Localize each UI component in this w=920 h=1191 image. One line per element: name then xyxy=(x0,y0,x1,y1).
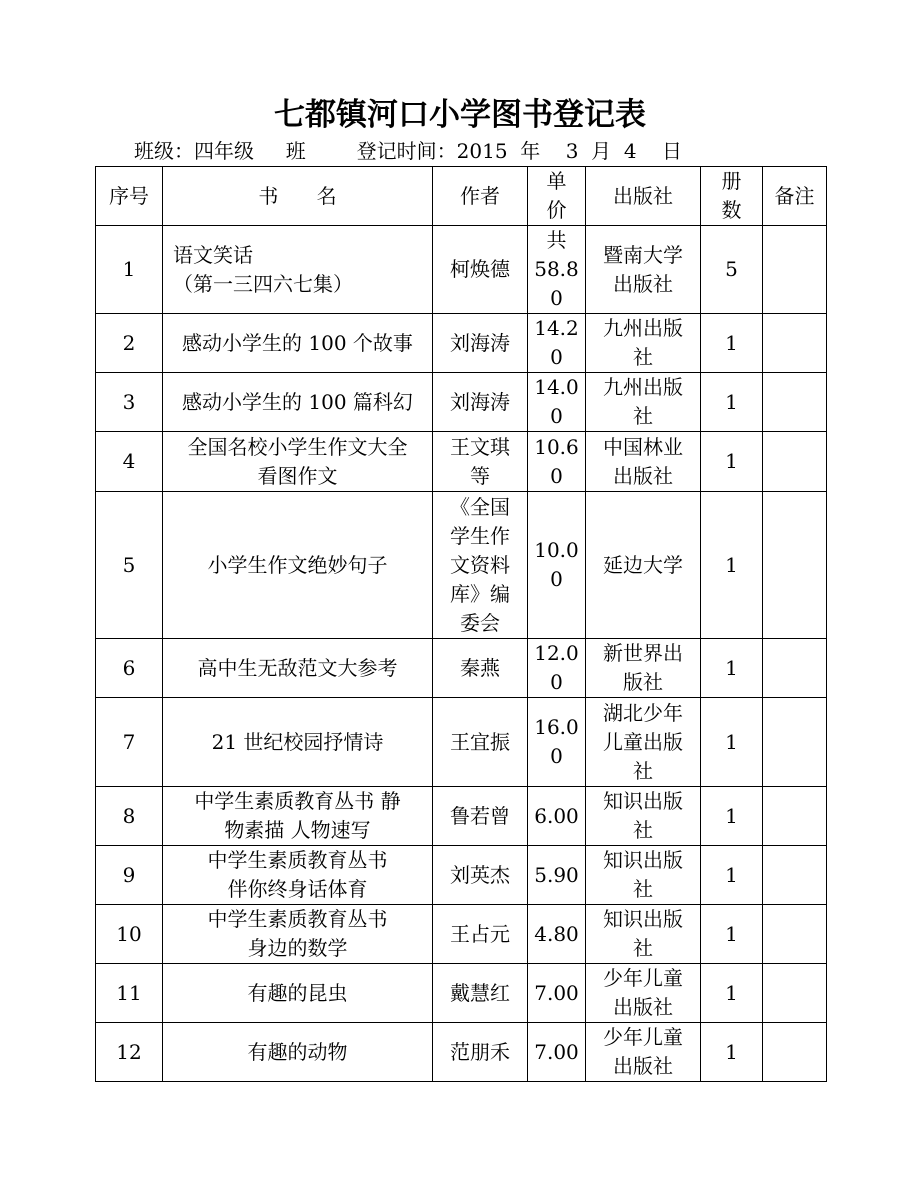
row-title: 中学生素质教育丛书 静 物素描 人物速写 xyxy=(163,787,433,846)
row-seq: 5 xyxy=(96,492,163,639)
row-note xyxy=(763,314,827,373)
row-price: 5.90 xyxy=(528,846,586,905)
row-price: 14.0 0 xyxy=(528,373,586,432)
row-publisher: 少年儿童 出版社 xyxy=(586,964,701,1023)
row-count: 1 xyxy=(701,639,763,698)
row-publisher: 新世界出 版社 xyxy=(586,639,701,698)
row-publisher: 知识出版 社 xyxy=(586,846,701,905)
row-title: 高中生无敌范文大参考 xyxy=(163,639,433,698)
row-seq: 7 xyxy=(96,698,163,787)
table-row xyxy=(96,787,827,846)
row-publisher: 中国林业 出版社 xyxy=(586,432,701,492)
table-row xyxy=(96,964,827,1023)
row-seq: 11 xyxy=(96,964,163,1023)
row-note xyxy=(763,639,827,698)
row-publisher: 延边大学 xyxy=(586,492,701,639)
row-publisher: 少年儿童 出版社 xyxy=(586,1023,701,1082)
table-row xyxy=(96,639,827,698)
row-note xyxy=(763,492,827,639)
row-price: 16.0 0 xyxy=(528,698,586,787)
row-title: 全国名校小学生作文大全 看图作文 xyxy=(163,432,433,492)
row-title: 感动小学生的 100 篇科幻 xyxy=(163,373,433,432)
row-author: 柯焕德 xyxy=(433,226,528,314)
row-seq: 1 xyxy=(96,226,163,314)
row-count: 1 xyxy=(701,964,763,1023)
row-note xyxy=(763,432,827,492)
header-title: 书 名 xyxy=(163,167,433,226)
header-count: 册 数 xyxy=(701,167,763,226)
table-row xyxy=(96,846,827,905)
row-count: 1 xyxy=(701,905,763,964)
row-price: 12.0 0 xyxy=(528,639,586,698)
row-author: 范朋禾 xyxy=(433,1023,528,1082)
table-row xyxy=(96,492,827,639)
row-note xyxy=(763,905,827,964)
row-seq: 3 xyxy=(96,373,163,432)
row-publisher: 暨南大学 出版社 xyxy=(586,226,701,314)
header-price: 单 价 xyxy=(528,167,586,226)
row-note xyxy=(763,846,827,905)
row-author: 鲁若曾 xyxy=(433,787,528,846)
row-publisher: 知识出版 社 xyxy=(586,905,701,964)
row-price: 10.0 0 xyxy=(528,492,586,639)
row-note xyxy=(763,787,827,846)
row-count: 1 xyxy=(701,698,763,787)
row-title: 感动小学生的 100 个故事 xyxy=(163,314,433,373)
row-count: 1 xyxy=(701,787,763,846)
row-author: 刘海涛 xyxy=(433,314,528,373)
row-seq: 4 xyxy=(96,432,163,492)
row-author: 王占元 xyxy=(433,905,528,964)
header-note: 备注 xyxy=(763,167,827,226)
row-seq: 6 xyxy=(96,639,163,698)
document-title: 七都镇河口小学图书登记表 xyxy=(274,97,646,133)
row-price: 共 58.8 0 xyxy=(528,226,586,314)
book-register-table xyxy=(95,166,827,1082)
row-count: 1 xyxy=(701,492,763,639)
row-note xyxy=(763,373,827,432)
row-count: 1 xyxy=(701,314,763,373)
table-row xyxy=(96,314,827,373)
row-note xyxy=(763,226,827,314)
row-price: 6.00 xyxy=(528,787,586,846)
row-price: 14.2 0 xyxy=(528,314,586,373)
row-publisher: 九州出版 社 xyxy=(586,373,701,432)
table-row xyxy=(96,432,827,492)
row-note xyxy=(763,964,827,1023)
class-and-date-line: 班级：四年级 班 登记时间：2015 年 3 月 4 日 xyxy=(134,139,682,163)
row-seq: 12 xyxy=(96,1023,163,1082)
row-title: 语文笑话 （第一三四六七集） xyxy=(163,226,433,314)
row-title: 有趣的昆虫 xyxy=(163,964,433,1023)
row-title: 21 世纪校园抒情诗 xyxy=(163,698,433,787)
header-seq: 序号 xyxy=(96,167,163,226)
row-publisher: 知识出版 社 xyxy=(586,787,701,846)
row-title: 有趣的动物 xyxy=(163,1023,433,1082)
table-row xyxy=(96,226,827,314)
row-price: 10.6 0 xyxy=(528,432,586,492)
row-count: 1 xyxy=(701,373,763,432)
row-author: 秦燕 xyxy=(433,639,528,698)
header-author: 作者 xyxy=(433,167,528,226)
row-author: 戴慧红 xyxy=(433,964,528,1023)
row-author: 《全国 学生作 文资料 库》编 委会 xyxy=(433,492,528,639)
row-publisher: 湖北少年 儿童出版 社 xyxy=(586,698,701,787)
table-row xyxy=(96,698,827,787)
row-count: 1 xyxy=(701,432,763,492)
row-author: 王文琪 等 xyxy=(433,432,528,492)
row-count: 1 xyxy=(701,846,763,905)
row-note xyxy=(763,698,827,787)
table-header-row xyxy=(96,167,827,226)
table-row xyxy=(96,905,827,964)
row-author: 王宜振 xyxy=(433,698,528,787)
row-price: 4.80 xyxy=(528,905,586,964)
row-seq: 2 xyxy=(96,314,163,373)
row-author: 刘英杰 xyxy=(433,846,528,905)
row-count: 5 xyxy=(701,226,763,314)
row-price: 7.00 xyxy=(528,964,586,1023)
table-row xyxy=(96,1023,827,1082)
row-seq: 8 xyxy=(96,787,163,846)
row-author: 刘海涛 xyxy=(433,373,528,432)
row-seq: 9 xyxy=(96,846,163,905)
table-row xyxy=(96,373,827,432)
row-title: 中学生素质教育丛书 伴你终身话体育 xyxy=(163,846,433,905)
row-note xyxy=(763,1023,827,1082)
header-publisher: 出版社 xyxy=(586,167,701,226)
row-title: 小学生作文绝妙句子 xyxy=(163,492,433,639)
row-count: 1 xyxy=(701,1023,763,1082)
row-seq: 10 xyxy=(96,905,163,964)
row-title: 中学生素质教育丛书 身边的数学 xyxy=(163,905,433,964)
row-price: 7.00 xyxy=(528,1023,586,1082)
row-publisher: 九州出版 社 xyxy=(586,314,701,373)
